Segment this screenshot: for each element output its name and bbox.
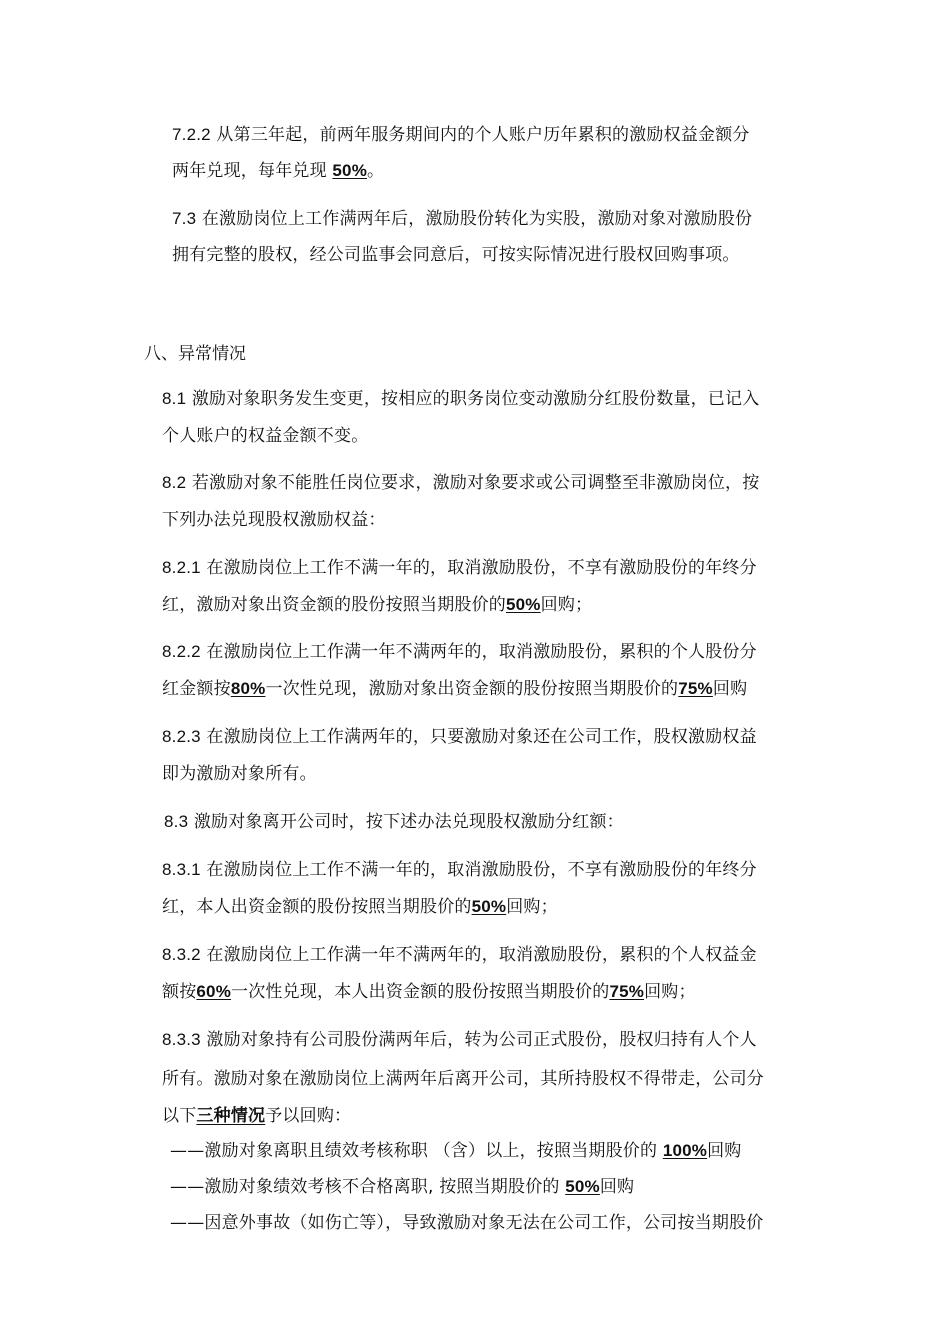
paragraph-8-3-2-line2: 额按60%一次性兑现，本人出资金额的股份按照当期股价的75%回购； (162, 982, 696, 1002)
emphasis-percentage: 50% (332, 161, 368, 180)
paragraph-7-2-2-line2: 两年兑现，每年兑现 50%。 (172, 161, 385, 181)
clause-number: 8.3 (164, 812, 189, 831)
clause-number: 8.3.1 (162, 860, 201, 879)
emphasis-percentage: 75% (678, 679, 713, 698)
clause-number: 7.2.2 (172, 125, 211, 144)
paragraph-7-2-2-line1: 7.2.2 从第三年起，前两年服务期间内的个人账户历年累积的激励权益金额分 (172, 125, 750, 145)
paragraph-8-3-3-line3: 以下三种情况予以回购： (162, 1106, 352, 1126)
emphasis-percentage: 100% (662, 1141, 708, 1160)
emphasis-percentage: 50% (471, 897, 507, 916)
clause-number: 8.3.2 (162, 945, 201, 964)
section-heading: 八、异常情况 (144, 344, 246, 364)
paragraph-8-3-1-line1: 8.3.1 在激励岗位上工作不满一年的，取消激励股份，不享有激励股份的年终分 (162, 860, 757, 880)
paragraph-8-2-2-line1: 8.2.2 在激励岗位上工作满一年不满两年的，取消激励股份，累积的个人股份分 (162, 642, 757, 662)
paragraph-8-2-2-line2: 红金额按80%一次性兑现，激励对象出资金额的股份按照当期股价的75%回购 (162, 679, 748, 699)
emphasis-percentage: 50% (565, 1177, 600, 1196)
list-item-case-2: ——激励对象绩效考核不合格离职, 按照当期股价的 50%回购 (170, 1177, 635, 1197)
clause-number: 8.2.3 (162, 727, 201, 746)
paragraph-8-3-line1: 8.3 激励对象离开公司时，按下述办法兑现股权激励分红额： (164, 812, 624, 832)
paragraph-8-3-3-line2: 所有。激励对象在激励岗位上满两年后离开公司，其所持股权不得带走，公司分 (162, 1069, 764, 1089)
emphasis-percentage: 50% (506, 595, 541, 614)
clause-number: 8.1 (162, 389, 187, 408)
paragraph-8-1-line1: 8.1 激励对象职务发生变更，按相应的职务岗位变动激励分红股份数量，已记入 (162, 389, 760, 409)
paragraph-8-1-line2: 个人账户的权益金额不变。 (162, 426, 369, 446)
clause-number: 7.3 (172, 209, 197, 228)
clause-number: 8.2.2 (162, 642, 201, 661)
paragraph-8-2-3-line1: 8.2.3 在激励岗位上工作满两年的，只要激励对象还在公司工作，股权激励权益 (162, 727, 757, 747)
paragraph-8-2-1-line2: 红，激励对象出资金额的股份按照当期股价的50%回购； (162, 595, 593, 615)
paragraph-8-2-1-line1: 8.2.1 在激励岗位上工作不满一年的，取消激励股份，不享有激励股份的年终分 (162, 558, 757, 578)
paragraph-7-3-line1: 7.3 在激励岗位上工作满两年后，激励股份转化为实股，激励对象对激励股份 (172, 209, 753, 229)
clause-number: 8.2 (162, 473, 187, 492)
paragraph-8-2-line2: 下列办法兑现股权激励权益： (162, 510, 386, 530)
emphasis-percentage: 75% (609, 982, 645, 1001)
paragraph-8-3-3-line1: 8.3.3 激励对象持有公司股份满两年后，转为公司正式股份，股权归持有人个人 (162, 1030, 757, 1050)
list-item-case-3: ——因意外事故（如伤亡等），导致激励对象无法在公司工作，公司按当期股价 (170, 1213, 764, 1233)
emphasis-three-cases: 三种情况 (196, 1106, 266, 1126)
paragraph-8-3-2-line1: 8.3.2 在激励岗位上工作满一年不满两年的，取消激励股份，累积的个人权益金 (162, 945, 757, 965)
clause-number: 8.3.3 (162, 1030, 201, 1049)
paragraph-7-3-line2: 拥有完整的股权，经公司监事会同意后，可按实际情况进行股权回购事项。 (172, 245, 740, 265)
emphasis-percentage: 80% (230, 679, 266, 698)
paragraph-8-2-3-line2: 即为激励对象所有。 (162, 764, 317, 784)
list-item-case-1: ——激励对象离职且绩效考核称职 （含）以上，按照当期股价的 100%回购 (170, 1141, 742, 1161)
clause-number: 8.2.1 (162, 558, 201, 577)
paragraph-8-2-line1: 8.2 若激励对象不能胜任岗位要求，激励对象要求或公司调整至非激励岗位，按 (162, 473, 760, 493)
emphasis-percentage: 60% (196, 982, 232, 1001)
paragraph-8-3-1-line2: 红，本人出资金额的股份按照当期股价的50%回购； (162, 897, 558, 917)
